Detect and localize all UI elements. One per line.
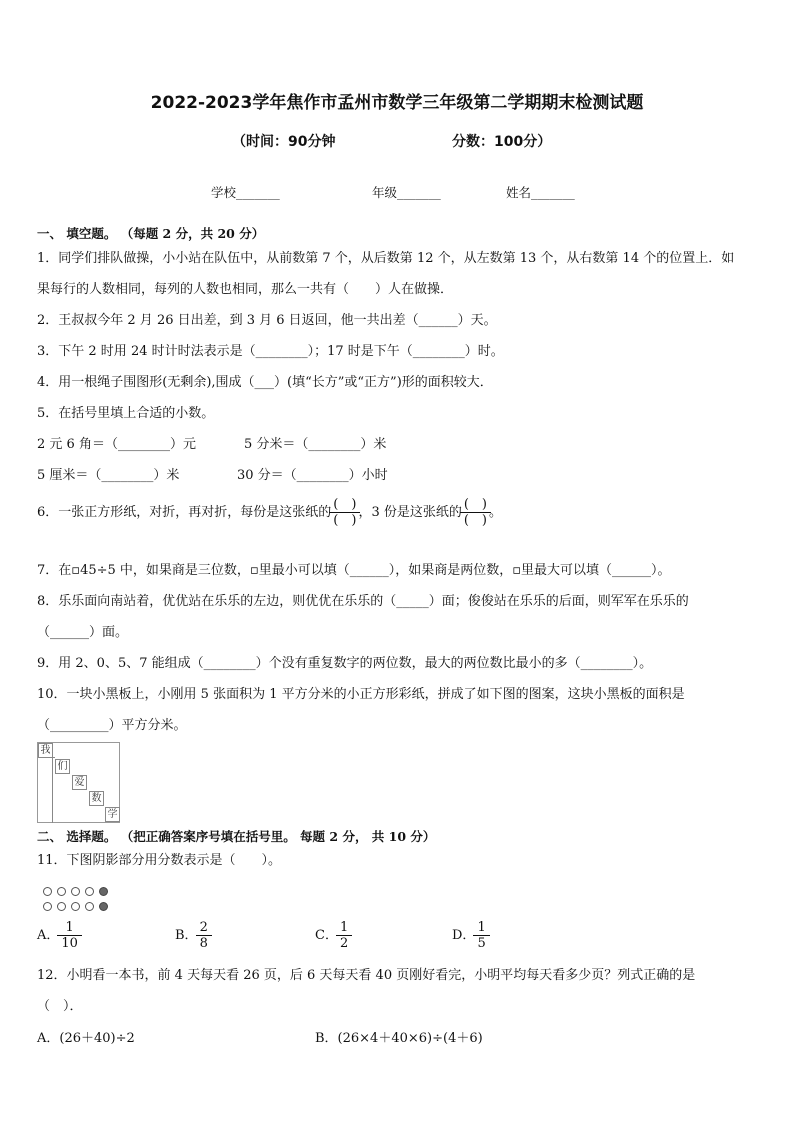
option-a-q12[interactable]: A．(26＋40)÷2 <box>37 1031 135 1046</box>
section-1-heading: 一、 填空题。 （每题 2 分，共 20 分） <box>37 226 265 241</box>
question-5-a: 2 元 6 角＝（________）元 <box>37 437 196 452</box>
exam-time: （时间：90分钟 <box>232 134 336 150</box>
question-11-stem: 11．下图阴影部分用分数表示是（ ）。 <box>37 853 282 868</box>
question-6-mid: ，3 份是这张纸的 <box>358 504 462 520</box>
circle <box>57 887 66 896</box>
question-7: 7．在▫45÷5 中，如果商是三位数，▫里最小可以填（______），如果商是两位数，▫里最大可以填（______）。 <box>37 563 671 578</box>
option-c[interactable]: C． $\frac{1}{2}$ <box>315 920 350 951</box>
diagram-line <box>52 757 53 823</box>
fraction: $\frac{1}{2}$ <box>338 920 350 951</box>
school-field: 学校_______ <box>211 185 280 200</box>
question-2: 2．王叔叔今年 2 月 26 日出差，到 3 月 6 日返回，他一共出差（______）天。 <box>37 313 497 328</box>
question-8-line-2: （______）面。 <box>37 625 129 640</box>
fraction: $\frac{1}{10}$ <box>59 920 80 951</box>
fraction-blank-1: $\frac{( )}{( )}$ <box>331 497 358 528</box>
question-6-pre: 6．一张正方形纸，对折，再对折，每份是这张纸的 <box>37 504 332 520</box>
circle <box>71 887 80 896</box>
page-title: 2022-2023学年焦作市孟州市数学三年级第二学期期末检测试题 <box>150 93 644 113</box>
exam-score: 分数：100分） <box>452 134 552 150</box>
option-a[interactable]: A． $\frac{1}{10}$ <box>37 920 80 951</box>
option-b-q12[interactable]: B．(26×4＋40×6)÷(4＋6) <box>315 1031 483 1046</box>
diagram-cell-2: 们 <box>55 759 70 774</box>
question-10-line-1: 10．一块小黑板上，小刚用 5 张面积为 1 平方分米的小正方形彩纸，拼成了如下图的图案，这块小黑板的面积是 <box>37 687 685 702</box>
question-12-line-1: 12．小明看一本书，前 4 天每天看 26 页，后 6 天每天看 40 页刚好看完，小明平均每天看多少页？列式正确的是 <box>37 968 696 983</box>
blackboard-diagram <box>37 742 120 823</box>
fraction: $\frac{2}{8}$ <box>198 920 210 951</box>
fraction: $\frac{1}{5}$ <box>475 920 487 951</box>
question-5-stem: 5．在括号里填上合适的小数。 <box>37 406 215 421</box>
circle <box>85 887 94 896</box>
question-4: 4．用一根绳子围图形(无剩余),围成（___）(填“长方”或“正方”)形的面积较大． <box>37 375 493 390</box>
option-b[interactable]: B． $\frac{2}{8}$ <box>175 920 210 951</box>
question-5-b: 5 分米＝（________）米 <box>244 437 387 452</box>
option-d[interactable]: D． $\frac{1}{5}$ <box>452 920 488 951</box>
circle <box>85 902 94 911</box>
diagram-cell-1: 我 <box>38 743 53 758</box>
circle-shaded <box>99 902 108 911</box>
circle-shaded <box>99 887 108 896</box>
question-9: 9．用 2、0、5、7 能组成（________）个没有重复数字的两位数，最大的两位数比最小的多（________）。 <box>37 656 653 671</box>
name-field: 姓名_______ <box>506 185 575 200</box>
question-6 <box>37 497 502 528</box>
question-1-line-2: 果每行的人数相同，每列的人数也相同，那么一共有（ ）人在做操． <box>37 282 454 297</box>
question-5-d: 30 分＝（________）小时 <box>237 468 388 483</box>
question-10-line-2: （_________）平方分米。 <box>37 718 187 733</box>
question-1-line-1: 1．同学们排队做操，小小站在队伍中，从前数第 7 个，从后数第 12 个，从左数第 13 个，从右数第 14 个的位置上．如 <box>37 251 735 266</box>
grade-field: 年级_______ <box>372 185 441 200</box>
diagram-cell-4: 数 <box>89 791 104 806</box>
diagram-cell-5: 学 <box>105 807 120 822</box>
question-5-c: 5 厘米＝（________）米 <box>37 468 180 483</box>
question-12-line-2: （ ）． <box>37 999 83 1014</box>
diagram-cell-3: 爱 <box>72 775 87 790</box>
diagram-line <box>52 757 55 758</box>
question-6-post: 。 <box>489 504 503 520</box>
fraction-blank-2: $\frac{( )}{( )}$ <box>462 497 489 528</box>
circle <box>71 902 80 911</box>
question-8-line-1: 8．乐乐面向南站着，优优站在乐乐的左边，则优优在乐乐的（_____）面；俊俊站在乐乐的后面，则军军在乐乐的 <box>37 594 689 609</box>
circle <box>43 902 52 911</box>
question-3: 3．下午 2 时用 24 时计时法表示是（________）；17 时是下午（________）时。 <box>37 344 504 359</box>
circle <box>57 902 66 911</box>
circle <box>43 887 52 896</box>
section-2-heading: 二、 选择题。 （把正确答案序号填在括号里。 每题 2 分， 共 10 分） <box>37 829 436 844</box>
